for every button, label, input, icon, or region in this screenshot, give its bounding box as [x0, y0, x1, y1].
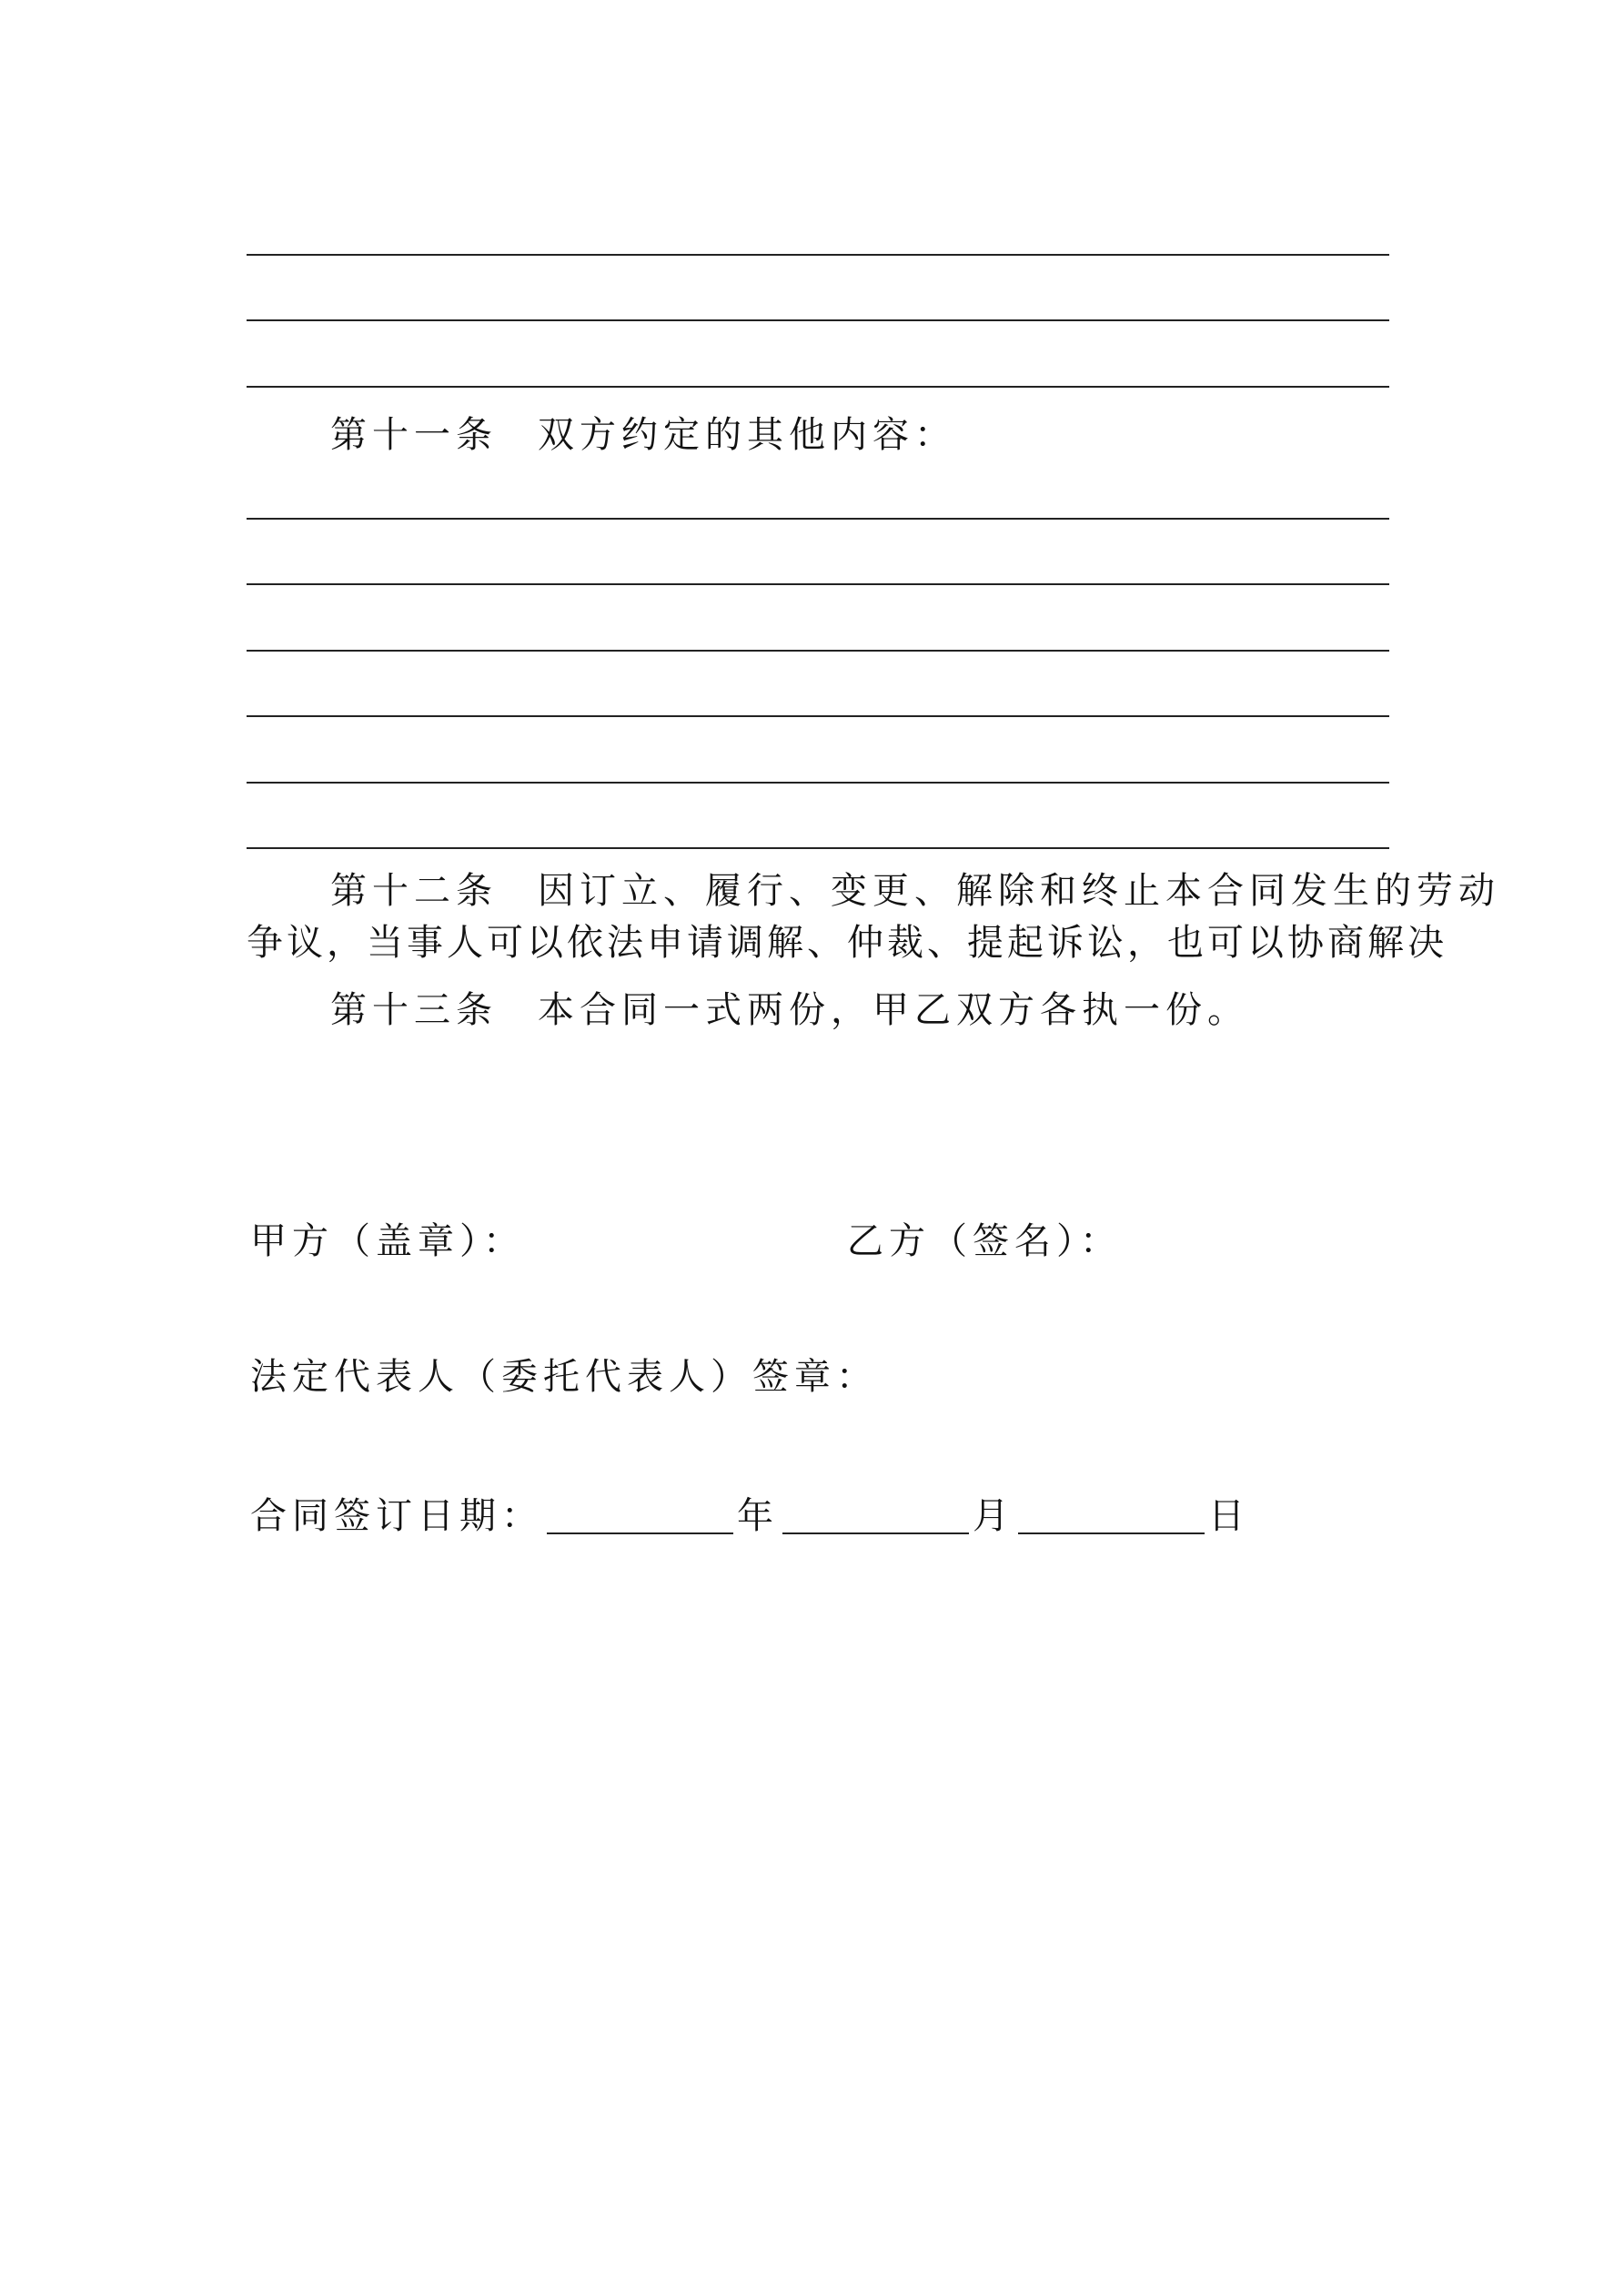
- month-label: 月: [973, 1495, 1014, 1537]
- article-13-label: 第十三条: [330, 989, 498, 1031]
- month-blank: [782, 1496, 969, 1534]
- article-12-label: 第十二条: [330, 870, 498, 912]
- blank-line: [247, 386, 1389, 388]
- signing-date-label: 合同签订日期：: [250, 1495, 543, 1537]
- signing-date: [250, 1491, 1250, 1542]
- article-12-text-2: 争议，当事人可以依法申请调解、仲裁、提起诉讼，也可以协商解决: [247, 922, 1447, 964]
- article-12-line-1: [247, 865, 1500, 916]
- blank-line: [247, 254, 1389, 256]
- year-label: 年: [737, 1495, 779, 1537]
- blank-line: [247, 583, 1389, 585]
- article-11: [247, 410, 1473, 460]
- year-blank: [547, 1496, 733, 1534]
- article-11-text: 双方约定的其他内容：: [538, 414, 956, 456]
- article-12-text-1: 因订立、履行、变更、解除和终止本合同发生的劳动: [538, 870, 1500, 912]
- article-11-label: 第十一条: [330, 414, 498, 456]
- legal-representative-label: 法定代表人（委托代表人）签章：: [250, 1356, 878, 1398]
- article-12-line-2: [247, 917, 1447, 968]
- day-blank: [1018, 1496, 1205, 1534]
- article-13-text: 本合同一式两份，甲乙双方各执一份。: [538, 989, 1249, 1031]
- blank-line: [247, 650, 1389, 652]
- blank-line: [247, 518, 1389, 520]
- party-b-signature-label: 乙方（签名）：: [847, 1220, 1122, 1262]
- blank-line: [247, 782, 1389, 784]
- party-a-seal-label: 甲方（盖章）：: [250, 1220, 525, 1262]
- blank-line: [247, 847, 1389, 849]
- day-label: 日: [1208, 1495, 1250, 1537]
- blank-line: [247, 715, 1389, 717]
- blank-line: [247, 319, 1389, 321]
- article-13: [247, 985, 1473, 1036]
